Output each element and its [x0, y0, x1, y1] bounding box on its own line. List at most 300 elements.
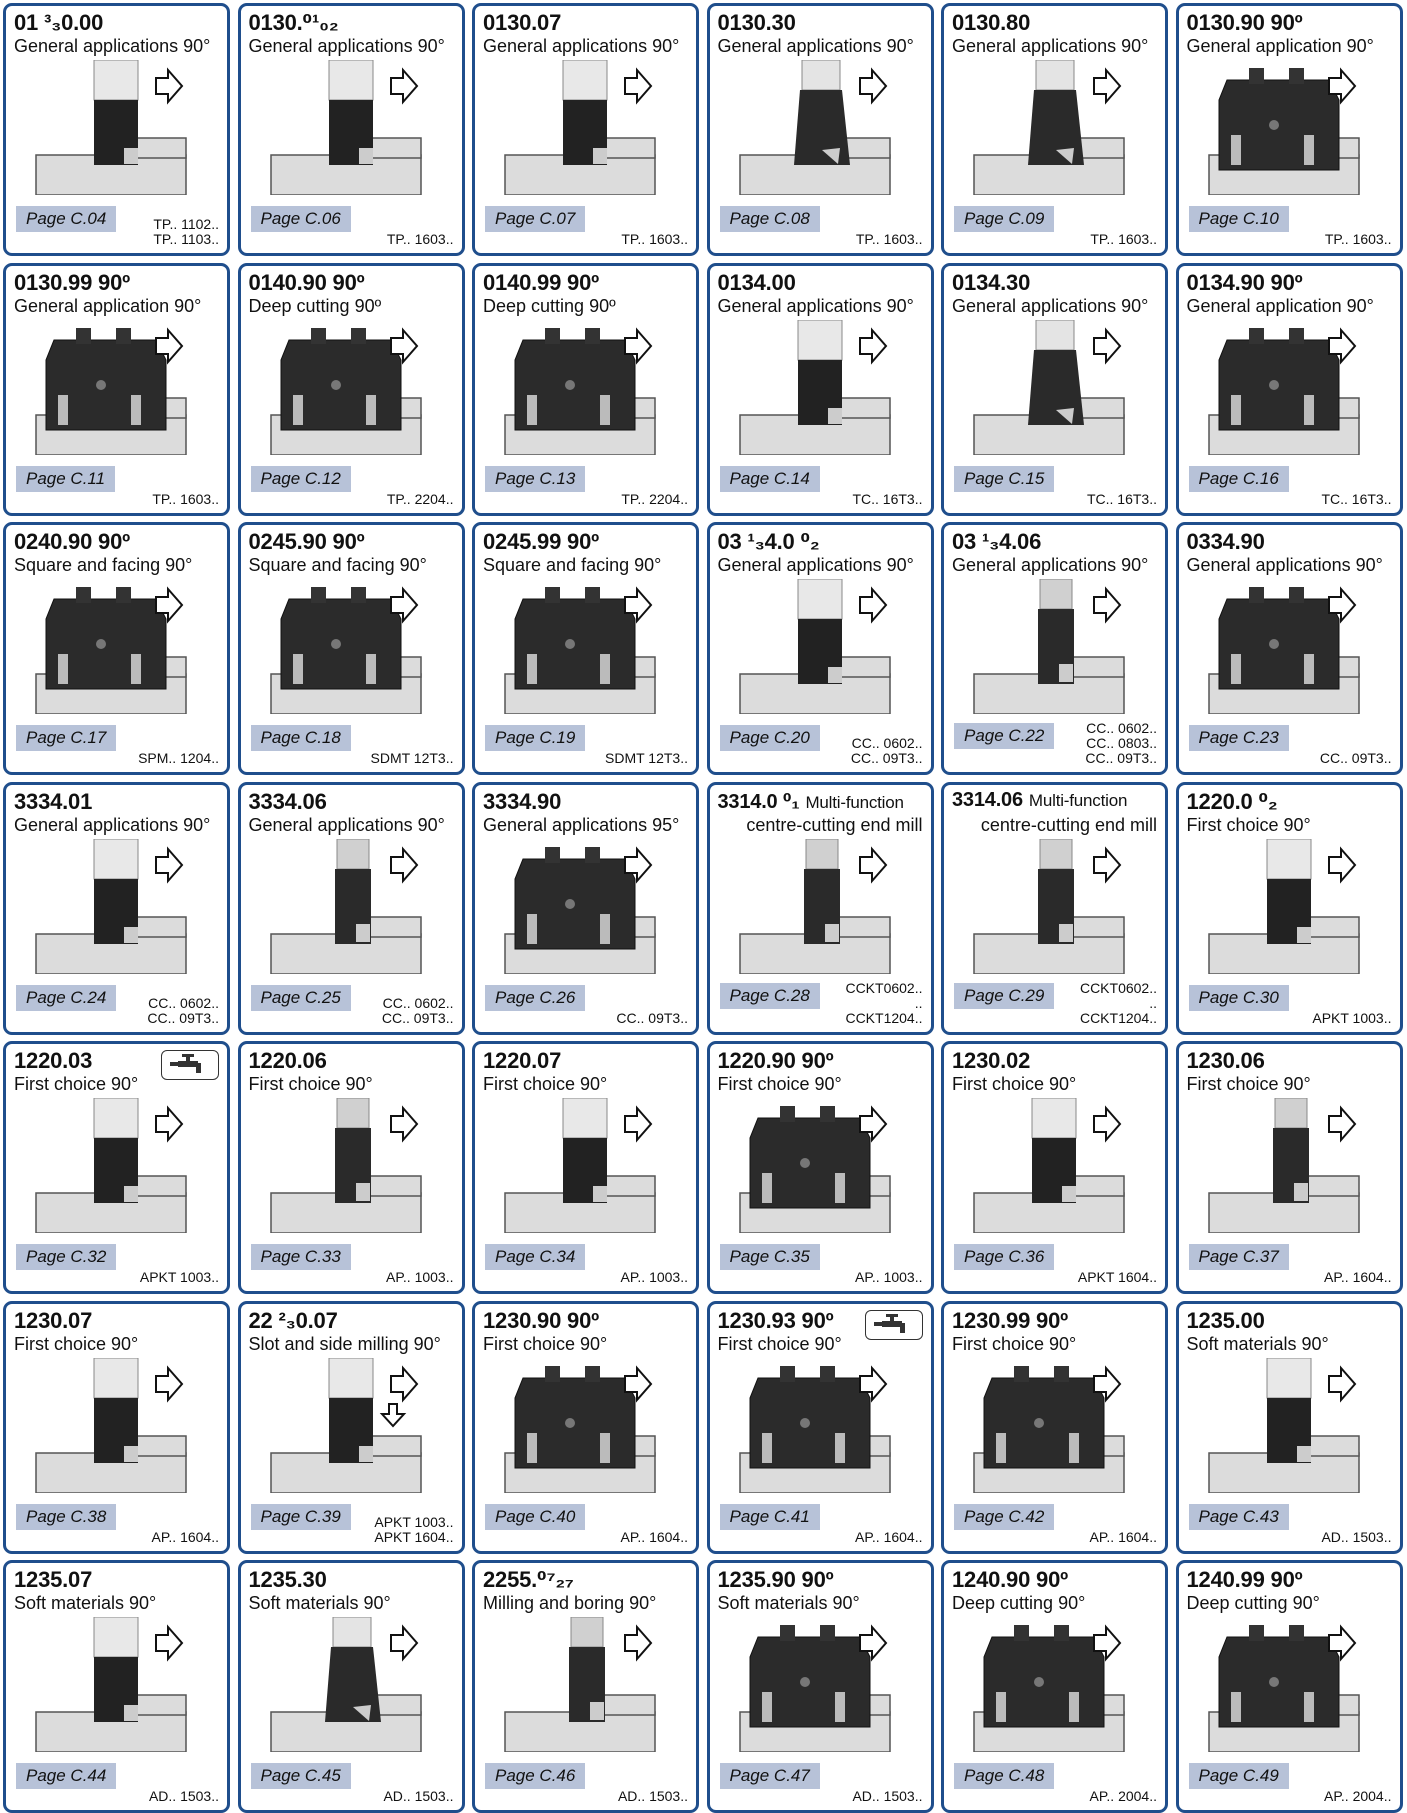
page-reference-link[interactable]: Page C.34 — [485, 1244, 585, 1270]
insert-codes — [1087, 492, 1157, 507]
tool-code: 1230.06 — [1186, 1048, 1265, 1073]
tool-code: 1235.07 — [14, 1567, 93, 1592]
tool-code: 0130.80 — [952, 10, 1031, 35]
tool-illustration — [475, 1617, 696, 1752]
page-reference-link[interactable]: Page C.20 — [720, 725, 820, 751]
insert-code: CC.. 0602.. — [1086, 720, 1157, 736]
tool-card[interactable] — [472, 263, 699, 516]
page-reference-link[interactable]: Page C.17 — [16, 725, 116, 751]
cutter-tool — [794, 60, 850, 165]
insert-code: AD.. 1503.. — [852, 1788, 923, 1804]
tool-illustration — [475, 1098, 696, 1233]
tool-illustration — [944, 60, 1165, 195]
page-reference-link[interactable]: Page C.41 — [720, 1504, 820, 1530]
tool-code: 1220.0 ⁰₂ — [1186, 788, 1278, 814]
page-reference-link[interactable]: Page C.32 — [16, 1244, 116, 1270]
cutter-tool — [94, 1098, 138, 1203]
cutter-tool — [1038, 839, 1074, 944]
tool-code: 03 ¹₃4.0 ⁰₂ — [717, 529, 820, 554]
tool-description: General applications 90° — [952, 555, 1149, 575]
insert-codes — [153, 217, 219, 247]
insert-codes — [621, 1270, 688, 1285]
tool-code: 1230.90 90º — [483, 1307, 599, 1333]
tool-illustration — [710, 1617, 931, 1752]
tool-illustration — [710, 579, 931, 714]
tool-code: 3334.01 — [14, 788, 93, 814]
tool-code: 1230.07 — [14, 1307, 93, 1333]
tool-card[interactable] — [3, 522, 230, 775]
insert-code: .. — [914, 994, 923, 1011]
tool-card[interactable] — [707, 782, 934, 1035]
insert-code: CC.. 0602.. — [148, 994, 219, 1011]
insert-code: TP.. 1102.. — [153, 216, 219, 232]
page-reference-link[interactable]: Page C.42 — [954, 1504, 1054, 1530]
tool-illustration — [1179, 1098, 1400, 1233]
tool-card[interactable] — [472, 522, 699, 775]
insert-codes — [1324, 1789, 1391, 1804]
cutter-tool — [46, 587, 166, 689]
insert-codes — [621, 492, 688, 507]
feed-direction-arrow-icon — [391, 1627, 417, 1659]
cutter-tool — [984, 1625, 1104, 1727]
insert-codes — [616, 1011, 688, 1026]
tool-description: General applications 90° — [717, 555, 914, 575]
tool-code: 1230.02 — [952, 1048, 1031, 1073]
tool-description: Slot and side milling 90° — [248, 1333, 441, 1354]
insert-code: CCKT0602.. — [845, 979, 923, 996]
tool-code: 22 ²₃0.07 — [248, 1307, 338, 1333]
insert-code: CCKT1204.. — [1079, 1009, 1157, 1026]
tool-description: General applications 90° — [248, 36, 445, 56]
feed-direction-arrow-icon — [156, 1368, 182, 1400]
insert-code: TP.. 1603.. — [386, 231, 454, 247]
feed-direction-arrow-icon — [391, 849, 417, 881]
tool-description: Deep cutting 90° — [1186, 1593, 1320, 1613]
tool-code: 1220.06 — [248, 1048, 327, 1073]
page-reference-link[interactable]: Page C.14 — [720, 466, 820, 492]
tool-code: 2255.⁰⁷₂₇ — [483, 1567, 574, 1592]
insert-code: AP.. 1604.. — [1324, 1269, 1392, 1285]
tool-description: Milling and boring 90° — [483, 1593, 657, 1613]
tool-card[interactable] — [1176, 3, 1403, 256]
tool-code: 3334.90 — [483, 788, 562, 814]
feed-direction-arrow-icon — [156, 70, 182, 102]
tool-card[interactable] — [1176, 1041, 1403, 1294]
insert-code: TP.. 1603.. — [621, 231, 688, 247]
page-reference-link[interactable]: Page C.40 — [485, 1504, 585, 1530]
tool-illustration — [1179, 579, 1400, 714]
cutter-tool — [1267, 1358, 1311, 1463]
page-reference-link[interactable]: Page C.24 — [16, 985, 116, 1011]
feed-direction-arrow-icon — [860, 589, 886, 621]
tool-card[interactable] — [3, 782, 230, 1035]
insert-codes — [1325, 232, 1392, 247]
insert-code: APKT 1604.. — [374, 1528, 454, 1545]
insert-codes — [621, 1530, 688, 1545]
tool-code: 1220.03 — [14, 1048, 93, 1073]
tool-description: First choice 90° — [483, 1074, 608, 1094]
page-reference-link[interactable]: Page C.49 — [1189, 1763, 1289, 1789]
insert-code: CC.. 0803.. — [1086, 735, 1157, 751]
tool-illustration — [241, 60, 462, 195]
tool-card[interactable] — [941, 263, 1168, 516]
tool-code: 1230.99 90º — [952, 1307, 1068, 1333]
tool-card[interactable] — [941, 782, 1168, 1035]
tool-card[interactable] — [1176, 263, 1403, 516]
tool-code: 0240.90 90º — [14, 529, 130, 554]
feed-direction-arrow-icon — [625, 1108, 651, 1140]
tool-description-prefix: Multi-function — [805, 792, 904, 812]
cutter-tool — [750, 1106, 870, 1208]
insert-codes — [387, 232, 454, 247]
page-reference-link[interactable]: Page C.39 — [251, 1504, 351, 1530]
tool-code: 0334.90 — [1186, 529, 1265, 554]
page-reference-link[interactable]: Page C.23 — [1189, 725, 1289, 751]
tool-illustration — [475, 579, 696, 714]
tool-card[interactable] — [472, 782, 699, 1035]
cutter-tool — [1032, 1098, 1076, 1203]
tool-code: 1240.90 90º — [952, 1567, 1068, 1592]
insert-codes — [845, 981, 922, 1026]
page-reference-link[interactable]: Page C.46 — [485, 1763, 585, 1789]
tool-description: Soft materials 90° — [717, 1593, 860, 1613]
insert-codes — [1320, 751, 1392, 766]
feed-direction-arrow-icon — [625, 1627, 651, 1659]
cutter-tool — [515, 328, 635, 430]
insert-code: SDMT 12T3.. — [605, 750, 688, 766]
tool-illustration — [6, 1098, 227, 1233]
insert-code: TP.. 1603.. — [855, 231, 923, 247]
tool-card[interactable] — [238, 3, 465, 256]
tool-description: Soft materials 90° — [248, 1593, 391, 1613]
feed-direction-arrow-icon — [860, 849, 886, 881]
insert-code: SDMT 12T3.. — [370, 750, 454, 766]
tool-description: Soft materials 90° — [14, 1593, 157, 1613]
tool-description: First choice 90° — [1186, 1074, 1311, 1094]
feed-direction-arrow-icon — [860, 330, 886, 362]
page-reference-link[interactable]: Page C.45 — [251, 1763, 351, 1789]
tool-card[interactable] — [472, 1301, 699, 1554]
cutter-tool — [1038, 579, 1074, 684]
tool-illustration — [475, 320, 696, 455]
insert-code: CC.. 0602.. — [382, 994, 454, 1011]
cutter-tool — [46, 328, 166, 430]
tool-card[interactable] — [3, 1301, 230, 1554]
tool-code: 01 ³₃0.00 — [14, 10, 104, 35]
tool-card[interactable] — [238, 1041, 465, 1294]
feed-direction-arrow-icon — [860, 70, 886, 102]
tool-card[interactable] — [1176, 1301, 1403, 1554]
tool-code: 1235.90 90º — [717, 1567, 834, 1592]
tool-card[interactable] — [1176, 1560, 1403, 1813]
insert-code: AP.. 1604.. — [151, 1528, 219, 1545]
page-reference-link[interactable]: Page C.07 — [485, 206, 585, 232]
insert-codes — [374, 1515, 453, 1545]
feed-direction-arrow-icon — [1329, 1368, 1355, 1400]
tool-card[interactable] — [707, 1560, 934, 1813]
tool-illustration — [944, 579, 1165, 714]
cutter-tool — [94, 1617, 138, 1722]
tool-card[interactable] — [707, 522, 934, 775]
tool-card[interactable] — [472, 3, 699, 256]
insert-codes — [1078, 1270, 1157, 1285]
insert-code: APKT 1003.. — [1312, 1009, 1392, 1026]
cutter-tool — [94, 1358, 138, 1463]
insert-codes — [1090, 1789, 1157, 1804]
insert-codes — [1321, 492, 1391, 507]
cutter-tool — [798, 320, 842, 425]
tool-illustration — [710, 1358, 931, 1493]
tool-illustration — [241, 839, 462, 974]
tool-code: 1230.93 90º — [717, 1307, 834, 1333]
feed-direction-arrow-icon — [391, 70, 417, 102]
insert-codes — [855, 1530, 922, 1545]
tool-illustration — [1179, 320, 1400, 455]
page-reference-link[interactable]: Page C.16 — [1189, 466, 1289, 492]
tool-card[interactable] — [472, 1041, 699, 1294]
tool-illustration — [475, 1358, 696, 1493]
feed-direction-arrow-icon — [1329, 1108, 1355, 1140]
tool-description: First choice 90° — [1186, 814, 1311, 835]
tool-code: 1235.00 — [1186, 1307, 1265, 1333]
tool-card[interactable] — [472, 1560, 699, 1813]
tool-code: 0134.30 — [952, 269, 1031, 295]
tool-description: First choice 90° — [952, 1333, 1077, 1354]
insert-codes — [1090, 232, 1157, 247]
page-reference-link[interactable]: Page C.38 — [16, 1504, 116, 1530]
insert-code: TP.. 1103.. — [153, 231, 219, 247]
tool-code: 0130.99 90º — [14, 269, 130, 295]
tool-description: First choice 90° — [717, 1074, 842, 1094]
tool-description: First choice 90° — [952, 1074, 1077, 1094]
page-reference-link[interactable]: Page C.35 — [720, 1244, 820, 1270]
cutter-tool — [1219, 1625, 1339, 1727]
insert-codes — [618, 1789, 688, 1804]
tool-illustration — [944, 320, 1165, 455]
tool-description: General application 90° — [1186, 36, 1374, 56]
insert-code: AP.. 1003.. — [855, 1269, 923, 1285]
page-reference-link[interactable]: Page C.47 — [720, 1763, 820, 1789]
page-reference-link[interactable]: Page C.09 — [954, 206, 1054, 232]
tool-description: centre-cutting end mill — [746, 814, 923, 835]
cutter-tool — [1273, 1098, 1309, 1203]
tool-card[interactable] — [941, 1301, 1168, 1554]
tool-card[interactable] — [3, 1560, 230, 1813]
page-reference-link[interactable]: Page C.30 — [1189, 985, 1289, 1011]
insert-code: TP.. 1603.. — [1324, 231, 1392, 247]
page-reference-link[interactable]: Page C.37 — [1189, 1244, 1289, 1270]
insert-code: AP.. 1604.. — [620, 1528, 688, 1545]
cutter-tool — [563, 1098, 607, 1203]
cutter-tool — [1219, 328, 1339, 430]
insert-codes — [152, 1530, 219, 1545]
tool-card[interactable] — [238, 1560, 465, 1813]
page-reference-link[interactable]: Page C.26 — [485, 985, 585, 1011]
page-reference-link[interactable]: Page C.04 — [16, 206, 116, 232]
page-reference-link[interactable]: Page C.28 — [720, 983, 820, 1009]
page-reference-link[interactable]: Page C.44 — [16, 1763, 116, 1789]
tool-code: 0134.90 90º — [1186, 269, 1303, 295]
tool-illustration — [6, 839, 227, 974]
tool-illustration — [710, 1098, 931, 1233]
tool-code: 0130.30 — [717, 10, 796, 35]
tool-card[interactable] — [238, 1301, 465, 1554]
cutter-tool — [94, 839, 138, 944]
tool-description: Square and facing 90° — [483, 555, 662, 575]
insert-codes — [387, 492, 454, 507]
tool-code: 0130.⁰¹₀₂ — [248, 10, 339, 35]
insert-codes — [1312, 1011, 1391, 1026]
cutter-tool — [1028, 320, 1084, 425]
tool-card[interactable] — [3, 3, 230, 256]
tool-card[interactable] — [941, 1041, 1168, 1294]
tool-code: 0130.90 90º — [1186, 10, 1303, 35]
insert-codes — [851, 736, 923, 766]
page-reference-link[interactable]: Page C.25 — [251, 985, 351, 1011]
insert-codes — [140, 1270, 219, 1285]
tool-card[interactable] — [3, 1041, 230, 1294]
tool-description: First choice 90° — [248, 1074, 373, 1094]
page-reference-link[interactable]: Page C.19 — [485, 725, 585, 751]
tool-illustration — [6, 60, 227, 195]
insert-code: CC.. 0602.. — [851, 735, 923, 751]
tool-card[interactable] — [238, 263, 465, 516]
tool-illustration — [241, 1617, 462, 1752]
insert-codes — [856, 232, 923, 247]
tool-illustration — [6, 1617, 227, 1752]
tool-code: 1220.07 — [483, 1048, 562, 1073]
tool-illustration — [1179, 1617, 1400, 1752]
coolant-tap-icon — [161, 1050, 219, 1080]
feed-direction-arrow-icon — [1094, 330, 1120, 362]
page-reference-link[interactable]: Page C.33 — [251, 1244, 351, 1270]
tool-description: General applications 90° — [717, 295, 914, 316]
page-reference-link[interactable]: Page C.22 — [954, 723, 1054, 749]
cutter-tool — [335, 1098, 371, 1203]
insert-codes — [149, 1789, 219, 1804]
feed-direction-arrow-icon — [156, 849, 182, 881]
tool-illustration — [710, 839, 931, 974]
insert-code: CCKT0602.. — [1079, 979, 1157, 996]
tool-description-prefix: Multi-function — [1028, 790, 1128, 810]
tool-description: General applications 90° — [1186, 555, 1383, 575]
page-reference-link[interactable]: Page C.10 — [1189, 206, 1289, 232]
feed-direction-arrow-icon — [1329, 849, 1355, 881]
tool-description: General applications 90° — [717, 36, 914, 56]
feed-direction-arrow-icon — [1094, 1108, 1120, 1140]
insert-code: AP.. 1003.. — [620, 1269, 688, 1285]
insert-codes — [138, 751, 219, 766]
tool-card[interactable] — [941, 1560, 1168, 1813]
tool-card[interactable] — [1176, 782, 1403, 1035]
feed-direction-arrow-icon — [1094, 589, 1120, 621]
coolant-tap-icon — [865, 1310, 923, 1340]
page-reference-link[interactable]: Page C.06 — [251, 206, 351, 232]
tool-card[interactable] — [707, 1041, 934, 1294]
insert-codes — [371, 751, 454, 766]
tool-illustration — [241, 1358, 462, 1493]
page-reference-link[interactable]: Page C.29 — [954, 983, 1054, 1009]
tool-card[interactable] — [707, 263, 934, 516]
tool-illustration — [6, 579, 227, 714]
cutter-tool — [750, 1625, 870, 1727]
insert-code: .. — [1149, 994, 1157, 1011]
insert-code: CC.. 09T3.. — [1319, 750, 1392, 766]
cutter-tool — [335, 839, 371, 944]
tool-card[interactable] — [238, 782, 465, 1035]
tool-illustration — [710, 320, 931, 455]
insert-codes — [855, 1270, 922, 1285]
feed-direction-arrow-icon — [391, 1108, 417, 1140]
page-reference-link[interactable]: Page C.36 — [954, 1244, 1054, 1270]
tool-card[interactable] — [707, 1301, 934, 1554]
tool-card[interactable] — [941, 522, 1168, 775]
tool-illustration — [475, 839, 696, 974]
tool-illustration — [241, 320, 462, 455]
tool-card[interactable] — [238, 522, 465, 775]
tool-description: First choice 90° — [14, 1333, 139, 1354]
cutter-tool — [325, 1617, 381, 1722]
insert-code: SPM.. 1204.. — [138, 750, 219, 766]
page-reference-link[interactable]: Page C.11 — [16, 466, 115, 492]
cutter-tool — [1219, 587, 1339, 689]
insert-code: TP.. 1603.. — [1090, 231, 1157, 247]
tool-card[interactable] — [941, 3, 1168, 256]
insert-codes — [147, 996, 219, 1026]
insert-code: AP.. 2004.. — [1089, 1788, 1157, 1804]
tool-code: 3314.06 Multi-function — [952, 788, 1128, 811]
tool-code: 3334.06 — [248, 788, 327, 814]
tool-description: Deep cutting 90º — [248, 295, 382, 316]
tool-card[interactable] — [3, 263, 230, 516]
tool-code: 0134.00 — [717, 269, 796, 295]
feed-direction-arrow-icon — [1094, 70, 1120, 102]
tool-description: General applications 95° — [483, 814, 680, 835]
cutter-tool — [798, 579, 842, 684]
cutter-tool — [1267, 839, 1311, 944]
insert-code: TC.. 16T3.. — [852, 490, 923, 507]
page-reference-link[interactable]: Page C.18 — [251, 725, 351, 751]
tool-card[interactable] — [707, 3, 934, 256]
feed-direction-arrow-icon — [1094, 849, 1120, 881]
cutter-tool — [94, 60, 138, 165]
page-reference-link[interactable]: Page C.13 — [485, 466, 585, 492]
tool-description: First choice 90° — [483, 1333, 608, 1354]
feed-direction-arrow-icon — [156, 1627, 182, 1659]
cutter-tool — [281, 328, 401, 430]
insert-code: CC.. 09T3.. — [381, 1009, 454, 1026]
tool-illustration — [944, 1358, 1165, 1493]
insert-code: AP.. 1604.. — [855, 1528, 923, 1545]
tool-code: 0140.90 90º — [248, 269, 365, 295]
page-reference-link[interactable]: Page C.43 — [1189, 1504, 1289, 1530]
insert-codes — [621, 232, 688, 247]
page-reference-link[interactable]: Page C.15 — [954, 466, 1054, 492]
page-reference-link[interactable]: Page C.08 — [720, 206, 820, 232]
insert-code: TC.. 16T3.. — [1321, 490, 1392, 507]
page-reference-link[interactable]: Page C.48 — [954, 1763, 1054, 1789]
tool-card[interactable] — [1176, 522, 1403, 775]
feed-direction-arrow-icon — [625, 70, 651, 102]
tool-description: Soft materials 90° — [1186, 1333, 1329, 1354]
tool-code: 0140.99 90º — [483, 269, 599, 295]
insert-code: APKT 1003.. — [374, 1513, 454, 1530]
insert-code: APKT 1604.. — [1077, 1269, 1157, 1285]
page-reference-link[interactable]: Page C.12 — [251, 466, 351, 492]
insert-code: TP.. 2204.. — [386, 490, 454, 507]
tool-description: General applications 90° — [952, 295, 1149, 316]
tool-code: 0130.07 — [483, 10, 562, 35]
